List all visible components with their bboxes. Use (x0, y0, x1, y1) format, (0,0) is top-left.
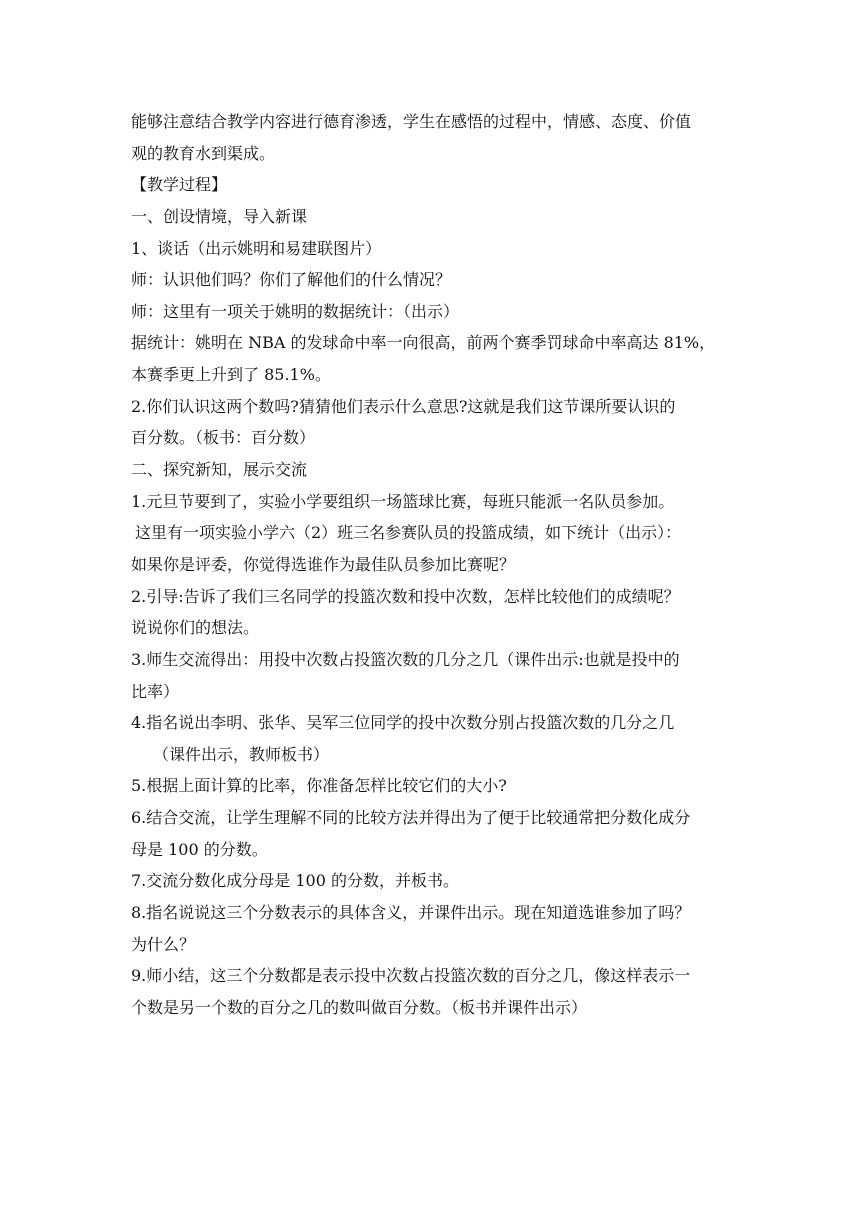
paragraph-line: 3.师生交流得出：用投中次数占投篮次数的几分之几（课件出示:也就是投中的 (131, 649, 680, 669)
document-body (131, 106, 735, 1024)
paragraph-line: （课件出示，教师板书） (153, 744, 330, 764)
paragraph-line: 个数是另一个数的百分之几的数叫做百分数。（板书并课件出示） (131, 997, 588, 1017)
paragraph-line: 这里有一项实验小学六（2）班三名参赛队员的投篮成绩，如下统计（出示）： (135, 523, 682, 543)
paragraph-line: 百分数。（板书：百分数） (131, 428, 316, 448)
paragraph-line: 8.指名说说这三个分数表示的具体含义，并课件出示。现在知道选谁参加了吗？ (131, 903, 691, 923)
paragraph-line: 母是 100 的分数。 (131, 839, 268, 859)
paragraph-line: 5.根据上面计算的比率，你准备怎样比较它们的大小? (131, 776, 507, 796)
paragraph-line: 如果你是评委，你觉得选谁作为最佳队员参加比赛呢？ (131, 554, 516, 574)
paragraph-line: 能够注意结合教学内容进行德育渗透，学生在感悟的过程中，情感、态度、价值 (131, 112, 692, 131)
paragraph-line: 9.师小结，这三个分数都是表示投中次数占投篮次数的百分之几，像这样表示一 (131, 966, 691, 986)
section-heading-teaching-process: 【教学过程】 (131, 175, 228, 195)
paragraph-line: 1.元旦节要到了，实验小学要组织一场篮球比赛，每班只能派一名队员参加。 (131, 491, 675, 511)
paragraph-line: 4.指名说出李明、张华、吴军三位同学的投中次数分别占投篮次数的几分之几 (131, 713, 675, 733)
paragraph-line: 据统计：姚明在 NBA 的发球命中率一向很高，前两个赛季罚球命中率高达 81%， (131, 333, 716, 353)
paragraph-line: 为什么？ (131, 934, 196, 954)
paragraph-line: 7.交流分数化成分母是 100 的分数，并板书。 (131, 871, 459, 891)
section-heading-2: 二、探究新知，展示交流 (131, 460, 308, 480)
paragraph-line: 1、谈话（出示姚明和易建联图片） (131, 238, 382, 258)
paragraph-line: 师：这里有一项关于姚明的数据统计：（出示） (131, 301, 460, 321)
paragraph-line: 师：认识他们吗？你们了解他们的什么情况？ (131, 270, 452, 290)
section-heading-1: 一、创设情境，导入新课 (131, 206, 308, 226)
paragraph-line: 说说你们的想法。 (131, 618, 260, 638)
paragraph-line: 比率） (131, 681, 180, 701)
paragraph-line: 2.你们认识这两个数吗?猜猜他们表示什么意思?这就是我们这节课所要认识的 (131, 396, 676, 416)
paragraph-line: 本赛季更上升到了 85.1%。 (131, 365, 331, 385)
paragraph-line: 观的教育水到渠成。 (131, 143, 276, 163)
paragraph-line: 2.引导:告诉了我们三名同学的投篮次数和投中次数，怎样比较他们的成绩呢？ (131, 586, 680, 606)
paragraph-line: 6.结合交流，让学生理解不同的比较方法并得出为了便于比较通常把分数化成分 (131, 808, 691, 828)
